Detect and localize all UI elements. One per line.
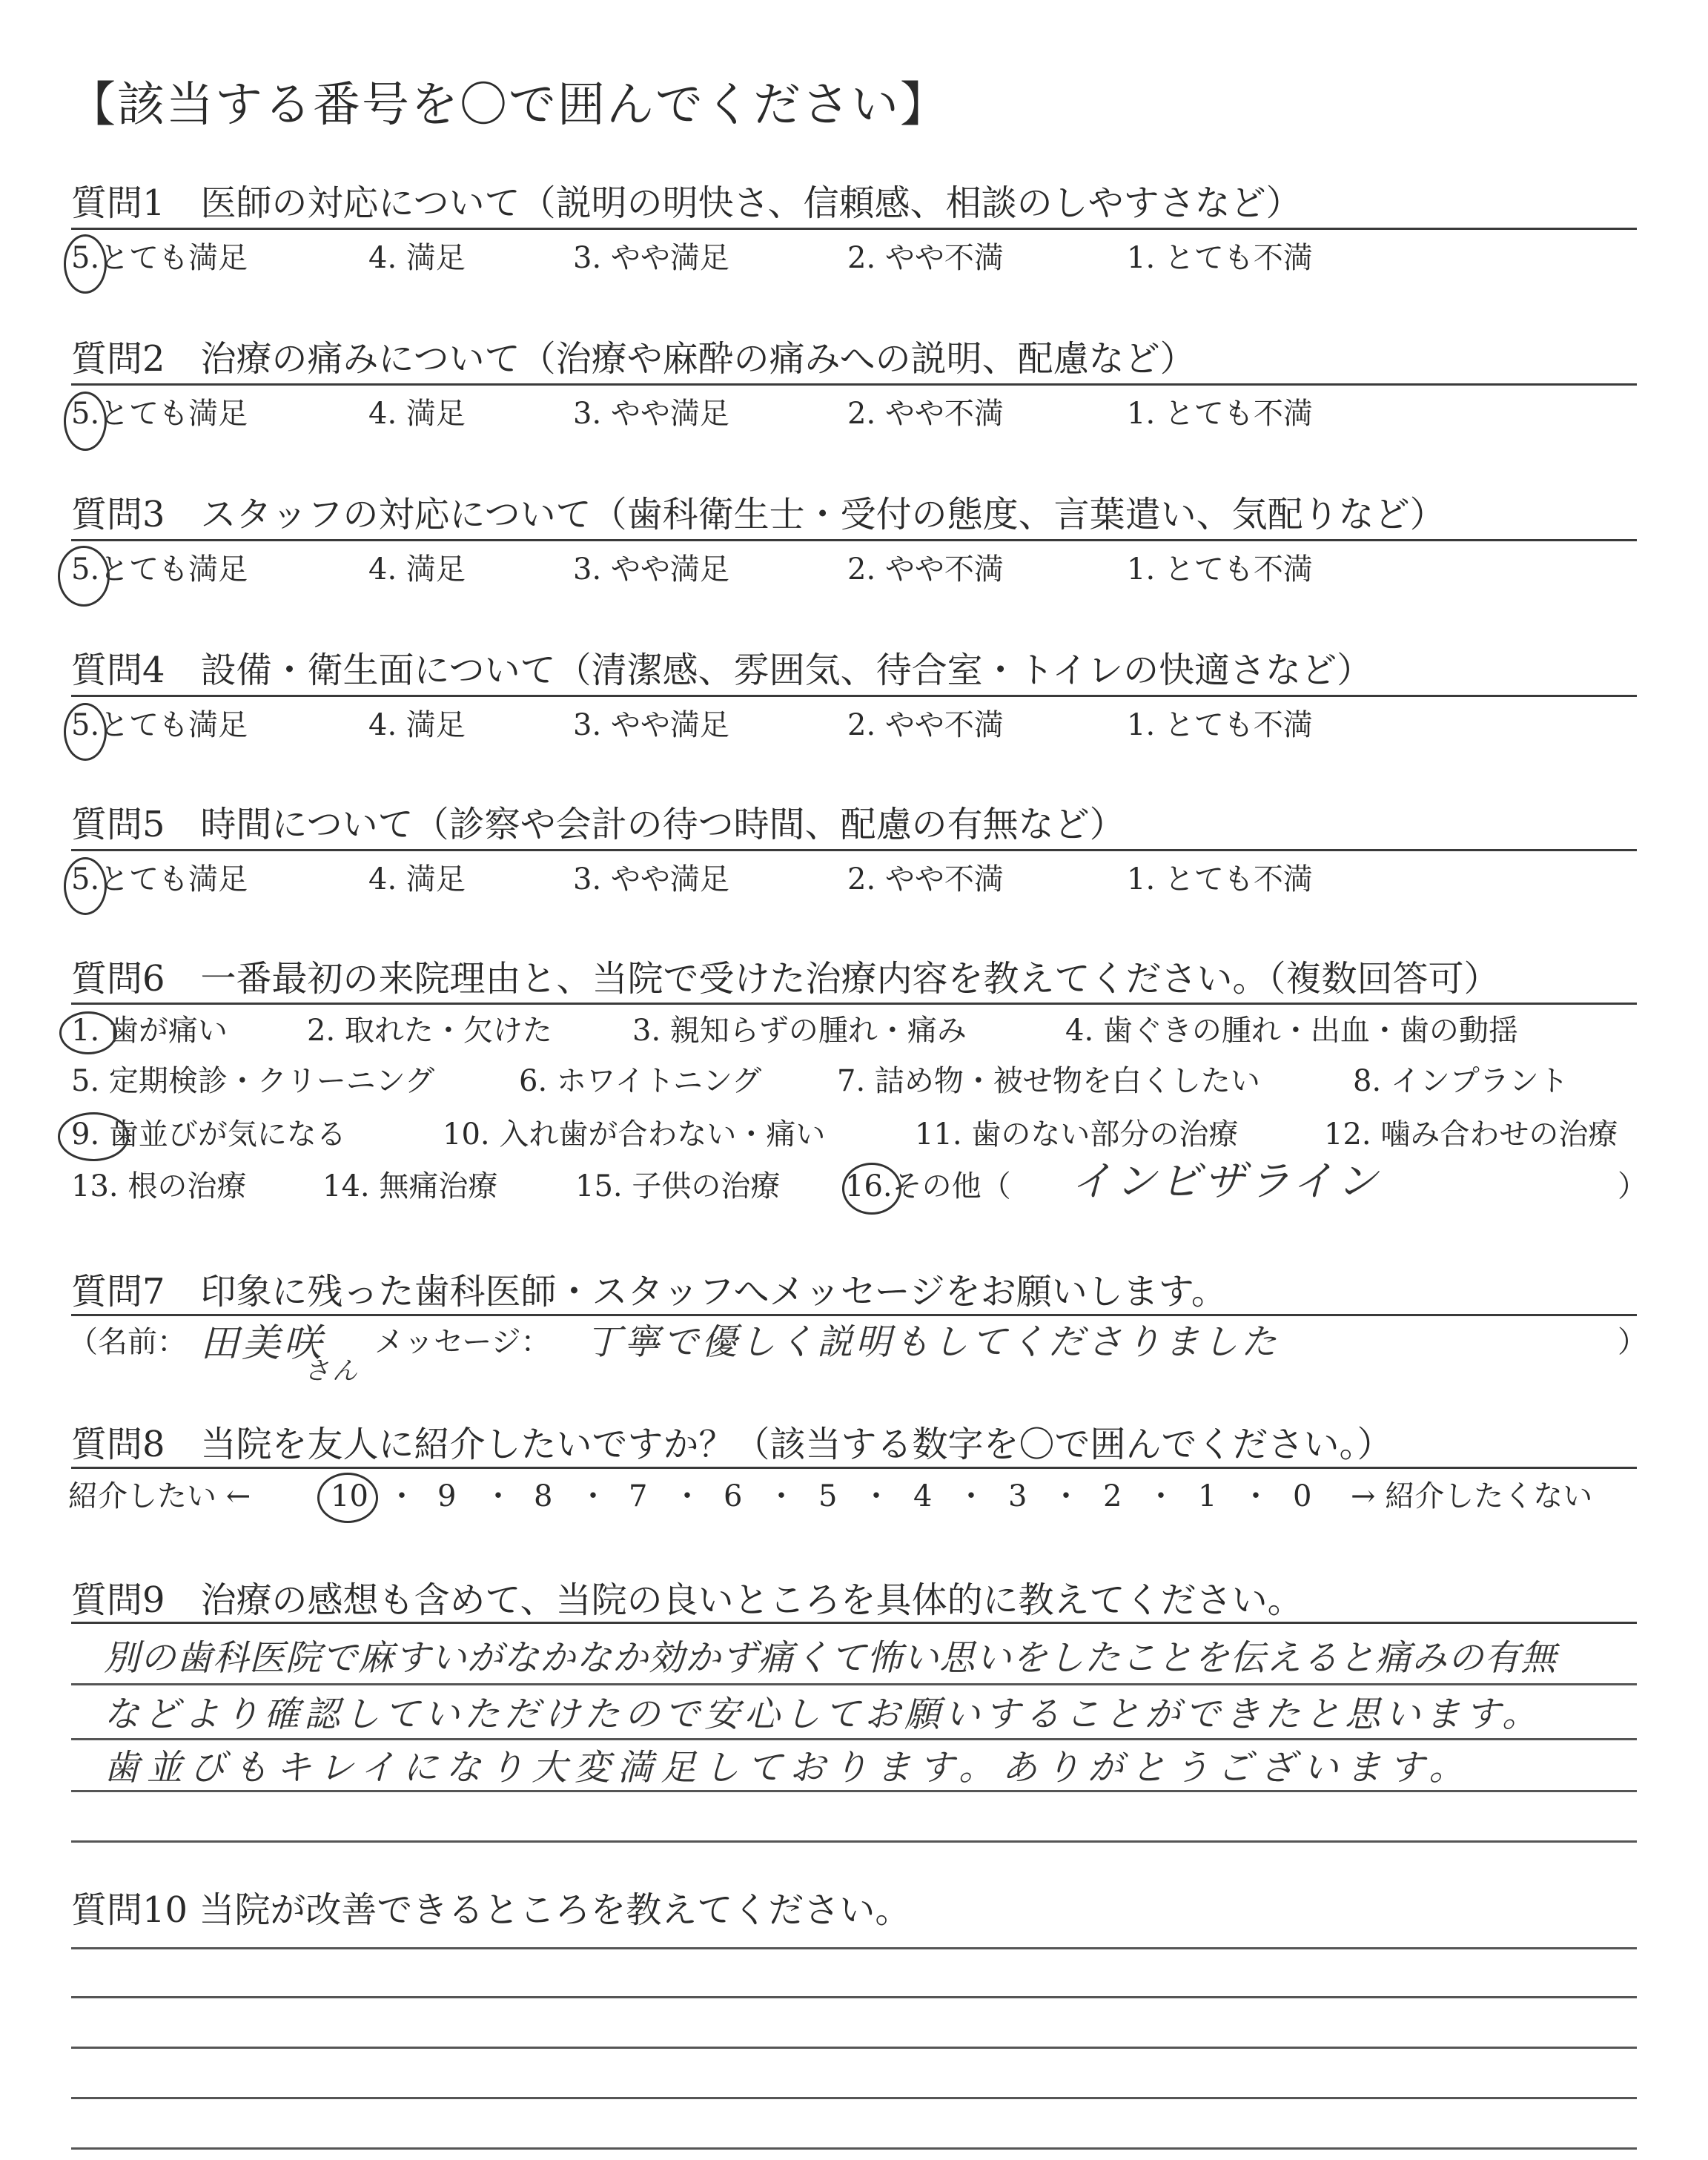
answer-line <box>71 1790 1637 1792</box>
selection-circle <box>64 392 107 451</box>
answer-line <box>71 1840 1637 1843</box>
option-4[interactable]: 4. 満足 <box>368 862 466 896</box>
question-6-title: 質問6 一番最初の来院理由と、当院で受けた治療内容を教えてください。（複数回答可） <box>71 958 1500 1000</box>
selection-circle <box>64 857 107 915</box>
answer-line <box>71 1996 1637 1998</box>
reason-12[interactable]: 12. 噛み合わせの治療 <box>1324 1117 1618 1152</box>
question-6-rule <box>71 1003 1637 1005</box>
question-9-title: 質問9 治療の感想も含めて、当院の良いところを具体的に教えてください。 <box>71 1579 1303 1621</box>
question-1-rule <box>71 228 1637 230</box>
scale-3[interactable]: 3 <box>1008 1479 1027 1513</box>
scale-8[interactable]: 8 <box>534 1479 553 1513</box>
option-5[interactable]: 5.とても満足 <box>71 708 248 742</box>
scale-7[interactable]: 7 <box>629 1479 648 1513</box>
other-answer: インビザライン <box>1070 1157 1381 1206</box>
option-5[interactable]: 5.とても満足 <box>71 552 248 587</box>
option-2[interactable]: 2. やや不満 <box>847 708 1004 742</box>
reason-2[interactable]: 2. 取れた・欠けた <box>307 1014 552 1048</box>
option-1[interactable]: 1. とても不満 <box>1127 708 1313 742</box>
option-3[interactable]: 3. やや満足 <box>573 552 729 587</box>
answer-line <box>71 1683 1637 1685</box>
selection-circle <box>64 703 107 761</box>
option-2[interactable]: 2. やや不満 <box>847 552 1004 587</box>
option-3[interactable]: 3. やや満足 <box>573 397 729 431</box>
option-5[interactable]: 5.とても満足 <box>71 397 248 431</box>
name-value[interactable]: 田美咲 <box>200 1321 325 1366</box>
question-1-title: 質問1 医師の対応について（説明の明快さ、信頼感、相談のしやすさなど） <box>71 182 1302 224</box>
answer-text-line[interactable]: 別の歯科医院で麻すいがなかなか効かず痛くて怖い思いをしたことを伝えると痛みの有無 <box>104 1637 1558 1679</box>
option-5[interactable]: 5.とても満足 <box>71 241 248 275</box>
question-8-title: 質問8 当院を友人に紹介したいですか？（該当する数字を〇で囲んでください。） <box>71 1424 1393 1465</box>
reason-13[interactable]: 13. 根の治療 <box>71 1169 247 1203</box>
scale-1[interactable]: 1 <box>1198 1479 1217 1513</box>
selection-circle <box>58 1112 129 1161</box>
question-5-rule <box>71 849 1637 851</box>
reason-11[interactable]: 11. 歯のない部分の治療 <box>915 1117 1239 1152</box>
message-value[interactable]: 丁寧で優しく説明もしてくださりました <box>586 1321 1280 1363</box>
answer-line <box>71 1947 1637 1949</box>
scale-5[interactable]: 5 <box>818 1479 838 1513</box>
scale-dot: ・ <box>861 1479 891 1513</box>
option-2[interactable]: 2. やや不満 <box>847 241 1004 275</box>
answer-text-line[interactable]: 歯並びもキレイになり大変満足しております。ありがとうございます。 <box>104 1747 1472 1789</box>
reason-1[interactable]: 1. 歯が痛い <box>71 1014 228 1048</box>
option-5[interactable]: 5.とても満足 <box>71 862 248 896</box>
scale-2[interactable]: 2 <box>1103 1479 1122 1513</box>
question-2-rule <box>71 383 1637 386</box>
question-5-title: 質問5 時間について（診察や会計の待つ時間、配慮の有無など） <box>71 804 1125 845</box>
option-3[interactable]: 3. やや満足 <box>573 241 729 275</box>
selection-circle <box>59 1011 117 1054</box>
message-close-paren: ） <box>1618 1325 1647 1359</box>
selection-circle <box>842 1163 901 1215</box>
answer-text-line[interactable]: などより確認していただけたので安心してお願いすることができたと思います。 <box>104 1694 1543 1735</box>
reason-8[interactable]: 8. インプラント <box>1353 1064 1569 1098</box>
scale-9[interactable]: 9 <box>437 1479 457 1513</box>
scale-dot: ・ <box>578 1479 608 1513</box>
scale-4[interactable]: 4 <box>913 1479 933 1513</box>
answer-line <box>71 2097 1637 2099</box>
scale-dot: ・ <box>956 1479 986 1513</box>
reason-7[interactable]: 7. 詰め物・被せ物を白くしたい <box>837 1064 1260 1098</box>
message-label: メッセージ： <box>374 1325 551 1359</box>
answer-line <box>71 2047 1637 2049</box>
scale-dot: ・ <box>1241 1479 1271 1513</box>
scale-left-label: 紹介したい ← <box>68 1479 251 1513</box>
selection-circle <box>317 1473 378 1523</box>
option-4[interactable]: 4. 満足 <box>368 552 466 587</box>
answer-line <box>71 2147 1637 2150</box>
survey-header: 【該当する番号を〇で囲んでください】 <box>68 78 949 133</box>
scale-dot: ・ <box>387 1479 417 1513</box>
option-4[interactable]: 4. 満足 <box>368 241 466 275</box>
reason-3[interactable]: 3. 親知らずの腫れ・痛み <box>632 1014 967 1048</box>
name-label: （名前： <box>68 1325 187 1359</box>
option-3[interactable]: 3. やや満足 <box>573 708 729 742</box>
scale-6[interactable]: 6 <box>724 1479 743 1513</box>
scale-dot: ・ <box>672 1479 702 1513</box>
option-1[interactable]: 1. とても不満 <box>1127 862 1313 896</box>
name-suffix: さん <box>304 1356 360 1386</box>
reason-6[interactable]: 6. ホワイトニング <box>519 1064 762 1098</box>
scale-dot: ・ <box>483 1479 513 1513</box>
reason-16[interactable]: 16.その他（ <box>845 1169 1011 1203</box>
option-3[interactable]: 3. やや満足 <box>573 862 729 896</box>
question-3-rule <box>71 539 1637 541</box>
question-7-title: 質問7 印象に残った歯科医師・スタッフへメッセージをお願いします。 <box>71 1271 1227 1312</box>
scale-dot: ・ <box>1146 1479 1176 1513</box>
option-4[interactable]: 4. 満足 <box>368 397 466 431</box>
reason-14[interactable]: 14. 無痛治療 <box>322 1169 498 1203</box>
other-close-paren: ） <box>1618 1169 1647 1203</box>
reason-4[interactable]: 4. 歯ぐきの腫れ・出血・歯の動揺 <box>1065 1014 1518 1048</box>
option-1[interactable]: 1. とても不満 <box>1127 241 1313 275</box>
option-2[interactable]: 2. やや不満 <box>847 397 1004 431</box>
answer-line <box>71 1622 1637 1624</box>
reason-10[interactable]: 10. 入れ歯が合わない・痛い <box>443 1117 826 1152</box>
scale-right-label: → 紹介したくない <box>1351 1479 1593 1513</box>
question-7-rule <box>71 1314 1637 1316</box>
selection-circle <box>58 546 110 607</box>
question-8-rule <box>71 1467 1637 1469</box>
scale-dot: ・ <box>1051 1479 1081 1513</box>
question-4-title: 質問4 設備・衛生面について（清潔感、雰囲気、待合室・トイレの快適さなど） <box>71 650 1373 691</box>
reason-5[interactable]: 5. 定期検診・クリーニング <box>71 1064 435 1098</box>
option-1[interactable]: 1. とても不満 <box>1127 552 1313 587</box>
scale-10[interactable]: 10 <box>331 1479 368 1513</box>
scale-dot: ・ <box>767 1479 796 1513</box>
question-10-title: 質問10 当院が改善できるところを教えてください。 <box>71 1889 911 1931</box>
scale-0[interactable]: 0 <box>1293 1479 1312 1513</box>
question-3-title: 質問3 スタッフの対応について（歯科衛生士・受付の態度、言葉遣い、気配りなど） <box>71 494 1446 535</box>
answer-line <box>71 1738 1637 1740</box>
selection-circle <box>64 234 107 294</box>
reason-9[interactable]: 9. 歯並びが気になる <box>71 1117 346 1152</box>
option-4[interactable]: 4. 満足 <box>368 708 466 742</box>
question-2-title: 質問2 治療の痛みについて（治療や麻酔の痛みへの説明、配慮など） <box>71 338 1196 380</box>
question-4-rule <box>71 695 1637 697</box>
reason-15[interactable]: 15. 子供の治療 <box>575 1169 781 1203</box>
option-2[interactable]: 2. やや不満 <box>847 862 1004 896</box>
option-1[interactable]: 1. とても不満 <box>1127 397 1313 431</box>
